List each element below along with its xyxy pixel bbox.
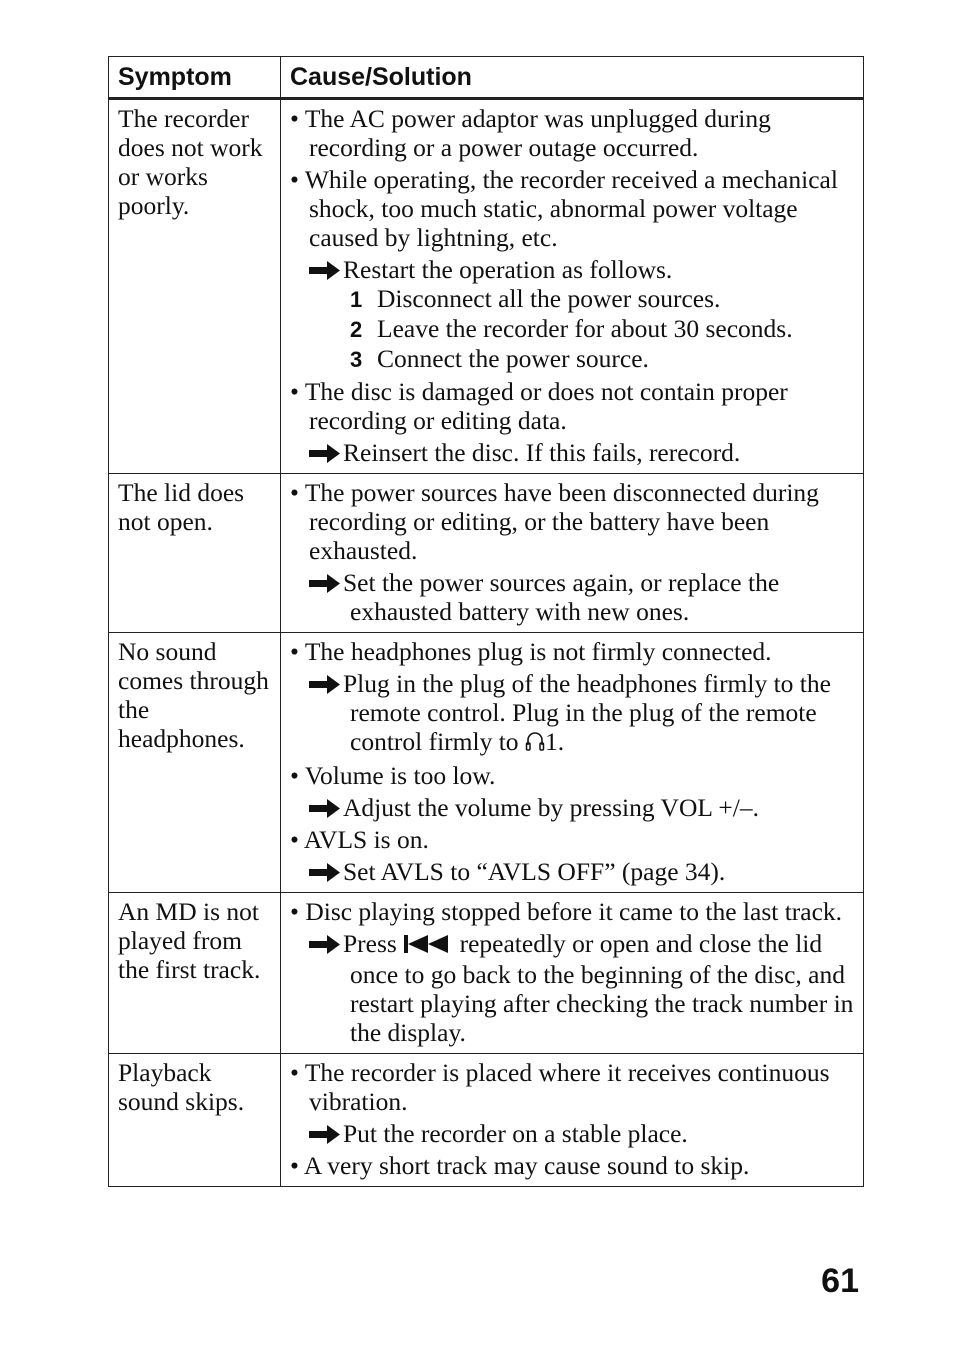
bullet-mark: • <box>290 1151 299 1180</box>
right-arrow-icon <box>309 1119 343 1148</box>
cause-text: Disc playing stopped before it came to the last track. <box>305 897 843 926</box>
cause-text: The headphones plug is not firmly connected. <box>304 637 772 666</box>
solution-text: Restart the operation as follows. <box>343 255 673 284</box>
solution-text: Set the power sources again, or replace the exhausted battery with new ones. <box>343 568 780 626</box>
right-arrow-icon <box>309 929 343 958</box>
table-row <box>109 633 864 893</box>
bullet-mark: • <box>290 897 299 926</box>
cause-text: The recorder is placed where it receives continuous vibration. <box>304 1058 830 1116</box>
cause-solution-cell <box>281 1054 864 1187</box>
step-item <box>350 314 857 344</box>
step-number: 3 <box>350 347 363 372</box>
cause-bullet <box>290 897 857 926</box>
table-row <box>109 893 864 1054</box>
solution-text: Set AVLS to “AVLS OFF” (page 34). <box>343 857 726 886</box>
cause-bullet <box>290 761 857 790</box>
symptom-cell: Playback sound skips. <box>109 1054 281 1187</box>
cause-solution-cell <box>281 893 864 1054</box>
symptom-cell: The recorder does not work or works poorly. <box>109 99 281 474</box>
solution-text: Plug in the plug of the headphones firmly to the remote control. Plug in the plug of the remote control firmly to <box>343 669 831 756</box>
cause-text: While operating, the recorder received a mechanical shock, too much static, abnormal power voltage caused by lightning, etc. <box>304 165 838 252</box>
step-item <box>350 344 857 374</box>
cause-text: The AC power adaptor was unplugged during recording or a power outage occurred. <box>304 104 771 162</box>
cause-text: A very short track may cause sound to skip. <box>303 1151 750 1180</box>
cause-bullet <box>290 637 857 666</box>
right-arrow-icon <box>309 857 343 886</box>
solution-line <box>290 1119 857 1148</box>
cause-text: Volume is too low. <box>304 761 496 790</box>
cause-bullet <box>290 1058 857 1116</box>
header-cause-solution: Cause/Solution <box>281 57 864 99</box>
table-header-row <box>109 57 864 99</box>
cause-text: AVLS is on. <box>303 825 429 854</box>
bullet-mark: • <box>290 1058 299 1087</box>
step-number: 1 <box>350 287 363 312</box>
cause-solution-cell <box>281 633 864 893</box>
bullet-mark: • <box>290 104 299 133</box>
solution-line <box>290 793 857 822</box>
bullet-mark: • <box>290 478 299 507</box>
cause-bullet <box>290 478 857 565</box>
right-arrow-icon <box>309 438 343 467</box>
bullet-mark: • <box>290 637 299 666</box>
skip-back-icon <box>403 931 453 960</box>
cause-solution-cell <box>281 99 864 474</box>
right-arrow-icon <box>309 669 343 698</box>
table-row <box>109 474 864 633</box>
cause-bullet <box>290 104 857 162</box>
symptom-cell: The lid does not open. <box>109 474 281 633</box>
steps-list <box>290 284 857 374</box>
solution-text: Reinsert the disc. If this fails, rerecord. <box>343 438 741 467</box>
cause-bullet <box>290 165 857 252</box>
solution-line <box>290 438 857 467</box>
right-arrow-icon <box>309 793 343 822</box>
solution-text: Put the recorder on a stable place. <box>343 1119 688 1148</box>
table-row <box>109 99 864 474</box>
right-arrow-icon <box>309 568 343 597</box>
step-number: 2 <box>350 317 363 342</box>
cause-bullet <box>290 377 857 435</box>
cause-text: The power sources have been disconnected during recording or editing, or the battery have been exhausted. <box>304 478 819 565</box>
page-number: 61 <box>821 1262 859 1300</box>
step-text: Leave the recorder for about 30 seconds. <box>377 314 793 343</box>
step-text: Disconnect all the power sources. <box>377 284 721 313</box>
solution-text-suffix: repeatedly or open and close the lid once to go back to the beginning of the disc, and restart playing after checking the track number in the display. <box>350 929 854 1047</box>
bullet-mark: • <box>290 825 299 854</box>
bullet-mark: • <box>290 761 299 790</box>
step-item <box>350 284 857 314</box>
solution-line <box>290 857 857 886</box>
header-symptom: Symptom <box>109 57 281 99</box>
solution-text-suffix: 1. <box>544 727 565 756</box>
bullet-mark: • <box>290 377 299 406</box>
symptom-cell: An MD is not played from the first track. <box>109 893 281 1054</box>
headphones-icon <box>525 729 545 758</box>
cause-bullet <box>290 1151 857 1180</box>
solution-text: Adjust the volume by pressing VOL +/–. <box>343 793 759 822</box>
solution-line <box>290 929 857 1047</box>
cause-text: The disc is damaged or does not contain proper recording or editing data. <box>304 377 788 435</box>
right-arrow-icon <box>309 255 343 284</box>
solution-text: Press <box>343 929 397 958</box>
troubleshooting-table <box>108 56 864 1187</box>
solution-line <box>290 255 857 284</box>
cause-solution-cell <box>281 474 864 633</box>
step-text: Connect the power source. <box>377 344 649 373</box>
solution-line <box>290 568 857 626</box>
solution-line <box>290 669 857 758</box>
symptom-cell: No sound comes through the headphones. <box>109 633 281 893</box>
table-row <box>109 1054 864 1187</box>
cause-bullet <box>290 825 857 854</box>
bullet-mark: • <box>290 165 299 194</box>
